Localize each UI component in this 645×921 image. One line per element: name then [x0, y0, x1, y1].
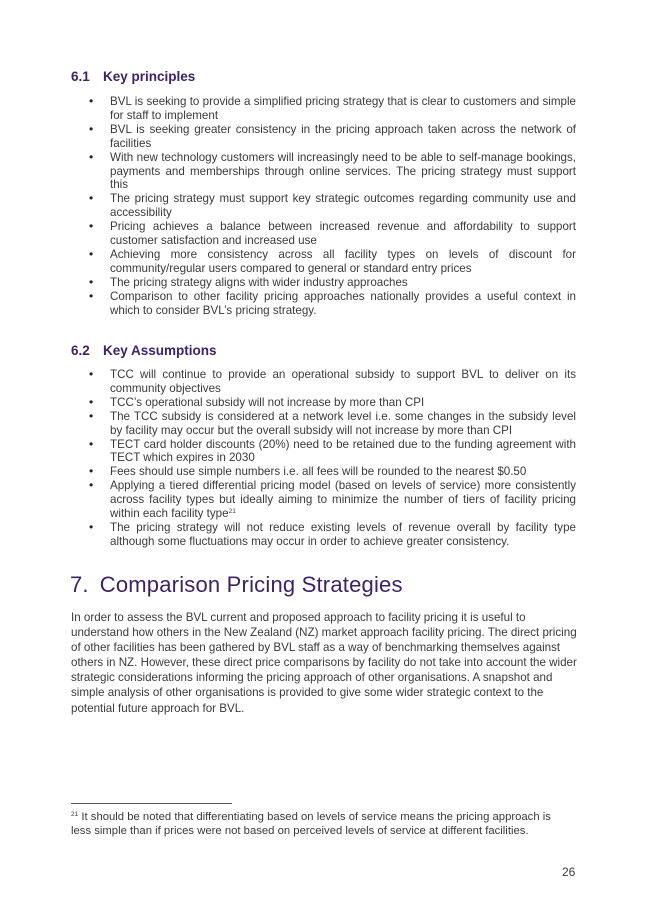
key-assumptions-list: [71, 368, 576, 549]
section-7-heading: [70, 572, 403, 598]
section-6-1-heading: [71, 69, 195, 84]
section-number: 6.2: [71, 343, 90, 358]
key-principles-list: [71, 95, 576, 318]
list-item: • Achieving more consistency across all facility types on levels of discount for community/regular users compared to general or standard entry prices: [71, 248, 576, 276]
section-number: 6.1: [71, 69, 90, 84]
section-7-paragraph: In order to assess the BVL current and proposed approach to facility pricing it is useful to understand how others in the New Zealand (NZ) market approach facility pricing. The direct pricing of other facilities has been gathered by BVL staff as a way of benchmarking themselves against others in NZ. However, these direct price comparisons by facility do not take into account the wider strategic considerations informing the pricing approach of other organisations. A snapshot and simple analysis of other organisations is provided to give some wider strategic context to the potential future approach for BVL.: [71, 611, 577, 715]
footnote: [71, 811, 571, 839]
list-item-text: Applying a tiered differential pricing model (based on levels of service) more consistently across facility types but ideally aiming to minimize the number of tiers of facility pricing within each facility type: [110, 479, 576, 521]
list-item: • TECT card holder discounts (20%) need to be retained due to the funding agreement with TECT which expires in 2030: [71, 438, 576, 466]
list-item: • BVL is seeking greater consistency in the pricing approach taken across the network of facilities: [71, 123, 576, 151]
list-item: • BVL is seeking to provide a simplified pricing strategy that is clear to customers and simple for staff to implement: [71, 95, 576, 123]
list-item: [71, 479, 576, 521]
list-item: • TCC will continue to provide an operational subsidy to support BVL to deliver on its community objectives: [71, 368, 576, 396]
list-item: • The pricing strategy will not reduce existing levels of revenue overall by facility type although some fluctuations may occur in order to achieve greater consistency.: [71, 521, 576, 549]
list-item: • Pricing achieves a balance between increased revenue and affordability to support customer satisfaction and increased use: [71, 220, 576, 248]
list-item: • The pricing strategy must support key strategic outcomes regarding community use and accessibility: [71, 192, 576, 220]
list-item: • Comparison to other facility pricing approaches nationally provides a useful context in which to consider BVL’s pricing strategy.: [71, 290, 576, 318]
footnote-number: 21: [71, 811, 79, 818]
list-item: • TCC’s operational subsidy will not increase by more than CPI: [71, 396, 576, 410]
footnote-divider: [71, 803, 232, 804]
section-title: Key principles: [103, 69, 196, 84]
list-item: • With new technology customers will increasingly need to be able to self-manage bookings, payments and memberships through online services. The pricing strategy must support this: [71, 151, 576, 193]
section-6-2-heading: [71, 343, 217, 358]
section-title: Key Assumptions: [103, 343, 217, 358]
list-item: • The pricing strategy aligns with wider industry approaches: [71, 276, 576, 290]
section-number: 7.: [70, 572, 89, 597]
footnote-text: It should be noted that differentiating based on levels of service means the pricing approach is less simple than if prices were not based on perceived levels of service at different facilities.: [71, 811, 551, 837]
footnote-reference[interactable]: 21: [228, 508, 236, 516]
section-title: Comparison Pricing Strategies: [99, 572, 403, 597]
page-number: 26: [562, 865, 576, 879]
list-item: • Fees should use simple numbers i.e. all fees will be rounded to the nearest $0.50: [71, 465, 576, 479]
list-item: • The TCC subsidy is considered at a network level i.e. some changes in the subsidy level by facility may occur but the overall subsidy will not increase by more than CPI: [71, 410, 576, 438]
